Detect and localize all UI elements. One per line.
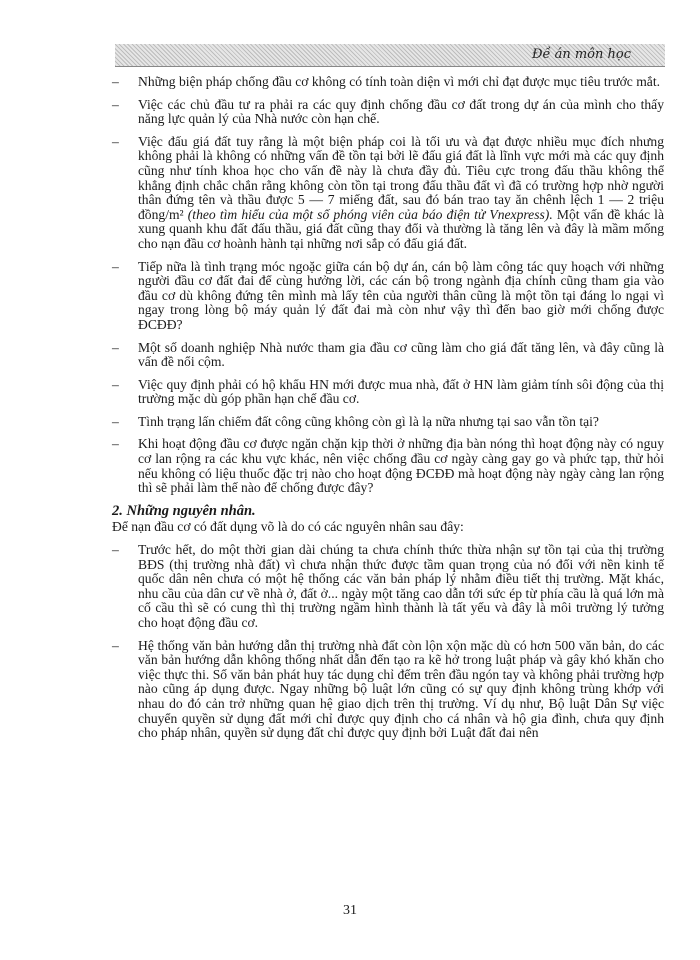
header-title: Đề án môn học xyxy=(531,47,631,62)
list-item-text: Việc đấu giá đất tuy rằng là một biện pháp coi là tối ưu và đạt được nhiều mục đích nhưng không phải là không có những vấn đề tồn tại bởi lẽ đấu giá đất là lĩnh vực mới mà các quy định cũng như tính khoa học cho vấn đề này là chưa đầy đủ. Tiêu cực trong đấu thầu không thể khẳng định chắc chắn rằng không còn tồn tại trong đấu thầu đất vì đã có trường hợp nhờ người thân đứng tên và thầu được 5 — 7 miếng đất, sau đó bán trao tay ăn chênh lệch 1 — 2 triệu đồng/m² xyxy=(138,133,664,222)
bullet-dash: – xyxy=(112,74,119,89)
bullet-dash: – xyxy=(112,376,119,392)
list-item xyxy=(112,260,664,333)
page-number: 31 xyxy=(343,903,357,918)
document-body xyxy=(112,75,664,749)
list-item xyxy=(112,415,664,430)
list-item xyxy=(112,437,664,495)
bullet-dash: – xyxy=(112,542,119,558)
list-item xyxy=(112,75,664,90)
list-item xyxy=(112,639,664,741)
bullet-dash: – xyxy=(112,637,119,653)
bullet-dash: – xyxy=(112,258,119,274)
bullet-dash: – xyxy=(112,436,119,452)
list-item-text: Hệ thống văn bản hướng dẫn thị trường nhà đất còn lộn xộn mặc dù có hơn 500 văn bản, do các văn bản hướng dẫn không thống nhất dẫn đến tạo ra kẽ hở trong luật pháp và gây khó khăn cho việc thực thi. Số văn bản phát huy tác dụng chỉ đếm trên đầu ngón tay và không phải trường hợp nào cũng áp dụng được. Ngay những bộ luật lớn cũng có sự quy định không trùng khớp với nhau do đó cản trở những quan hệ giao dịch trên thị trường. Ví dụ như, Bộ luật Dân Sự việc chuyển quyền sử dụng đất mới chỉ được quy định cho cá nhân và hộ gia đình, chưa quy định cho pháp nhân, quyền sử dụng đất chỉ được quy định bởi Luật đất đai nên xyxy=(138,637,664,741)
list-item-text: Khi hoạt động đầu cơ được ngăn chặn kịp thời ở những địa bàn nóng thì hoạt động này có nguy cơ lan rộng ra các khu vực khác, nên việc chống đầu cơ ngày càng gay go và phức tạp, thử hỏi nếu không có liệu thuốc đặc trị nào cho hoạt động ĐCĐĐ mà hoạt động này ngày càng lan rộng thì sẽ phải làm thế nào để chống được đây? xyxy=(138,436,664,496)
list-item xyxy=(112,341,664,370)
list-item-text: Việc quy định phải có hộ khẩu HN mới được mua nhà, đất ở HN làm giảm tính sôi động của thị trường mặc dù góp phần hạn chế đầu cơ. xyxy=(138,376,664,407)
list-item xyxy=(112,98,664,127)
bullet-dash: – xyxy=(112,96,119,112)
bullet-dash: – xyxy=(112,133,119,149)
list-item-text-continued: Một vấn đề khác là xung quanh khu đất đấu thầu, giá đất cũng thay đổi và thường là tăng lên và đây là mầm mống cho nạn đầu cơ hoành hành tại những nơi sắp có đấu giá đất. xyxy=(138,206,664,251)
list-item-text: Tiếp nữa là tình trạng móc ngoặc giữa cán bộ dự án, cán bộ làm công tác quy hoạch với những người đầu cơ đất đai để cùng hưởng lời, các cán bộ trong ngành địa chính cũng tham gia vào đầu cơ dù không đứng tên mình mà lấy tên của người thân cũng là một tồn tại đáng lo ngại vì ngay trong lòng bộ máy quản lý đất đai mà còn như vậy thì đến bao giờ mới chống được ĐCĐĐ? xyxy=(138,258,664,332)
intro-paragraph: Để nạn đầu cơ có đất dụng võ là do có các nguyên nhân sau đây: xyxy=(112,519,464,535)
list-item xyxy=(112,543,664,631)
section-heading: 2. Những nguyên nhân. xyxy=(112,502,256,519)
page-header xyxy=(115,44,665,67)
list-item-text: Những biện pháp chống đầu cơ không có tính toàn diện vì mới chỉ đạt được mục tiêu trước mắt. xyxy=(138,74,660,89)
list-item-text: Một số doanh nghiệp Nhà nước tham gia đầu cơ cũng làm cho giá đất tăng lên, và đây cũng là vấn đề nổi cộm. xyxy=(138,339,664,370)
bullet-dash: – xyxy=(112,339,119,355)
list-item xyxy=(112,378,664,407)
list-item-text: Trước hết, do một thời gian dài chúng ta chưa chính thức thừa nhận sự tồn tại của thị trường BĐS (thị trường nhà đất) vì chưa nhận thức được tầm quan trọng của nó đối với nền kinh tế quốc dân nên chưa có một hệ thống các văn bản pháp lý nhằm điều tiết thị trường. Mặt khác, nhu cầu của dân cư về nhà ở, đất ở... ngày một tăng cao dẫn tới sức ép từ phía cầu là quá lớn mà cố cầu thì sẽ có cung thì thị trường ngầm hình thành là tất yếu và đây là môi trường lý tưởng cho hoạt động đầu cơ. xyxy=(138,542,664,630)
citation-italic: (theo tìm hiểu của một số phóng viên của báo điện tử Vnexpress). xyxy=(183,206,553,222)
list-item xyxy=(112,135,664,252)
list-item-text: Tình trạng lấn chiếm đất công cũng không còn gì là lạ nữa nhưng tại sao vẫn tồn tại? xyxy=(138,413,599,429)
list-item-text: Việc các chủ đầu tư ra phải ra các quy định chống đầu cơ đất trong dự án của mình cho thấy năng lực quản lý của Nhà nước còn hạn chế. xyxy=(138,96,664,127)
bullet-dash: – xyxy=(112,413,119,429)
